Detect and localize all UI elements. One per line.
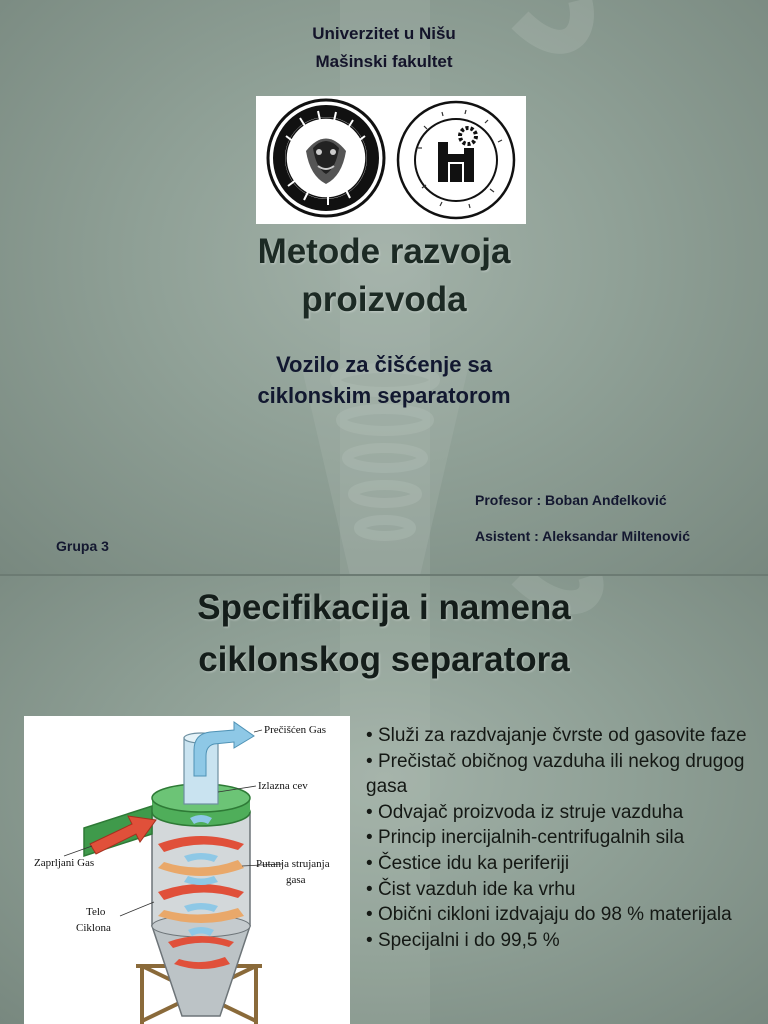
flow-path-label-1: Putanja strujanja [256,858,330,870]
list-item: • Odvajač proizvoda iz struje vazduha [366,800,762,826]
group-label: Grupa 3 [56,538,109,554]
university-seal-icon [268,100,384,216]
subtitle-line-2: ciklonskim separatorom [257,383,511,408]
slide-title-line-2: ciklonskog separatora [198,640,570,679]
list-item: • Služi za razdvajanje čvrste od gasovite faze [366,723,762,749]
subtitle-line-1: Vozilo za čišćenje sa [275,352,493,377]
list-item: • Princip inercijalnih-centrifugalnih sila [366,825,762,851]
list-item: • Čist vazduh ide ka vrhu [366,877,762,903]
clean-gas-arrow-icon [194,722,254,776]
presentation-title-line-2: proizvoda [301,280,467,319]
clean-gas-label: Prečišćen Gas [264,724,327,736]
logos-panel [256,96,526,224]
flow-path-label-2: gasa [286,874,306,886]
cyclone-diagram [24,716,350,1024]
slide-title-line-1: Specifikacija i namena [197,588,571,627]
faculty-seal-icon [398,102,514,218]
list-item: • Obični cikloni izdvajaju do 98 % materijala [366,902,762,928]
cyclone-body-label-2: Ciklona [76,922,111,934]
faculty-name: Mašinski fakultet [315,52,453,71]
specification-list [366,723,762,953]
list-item: • Čestice idu ka periferiji [366,851,762,877]
university-name: Univerzitet u Nišu [312,24,456,43]
dirty-gas-label: Zaprljani Gas [34,857,95,869]
presentation-title-line-1: Metode razvoja [257,232,511,271]
list-item: • Specijalni i do 99,5 % [366,928,762,954]
outlet-pipe-label: Izlazna cev [258,780,308,792]
professor-name: Profesor : Boban Anđelković [475,492,667,508]
assistant-name: Asistent : Aleksandar Miltenović [475,528,690,544]
cyclone-body-label-1: Telo [86,906,106,918]
specification-slide [0,576,768,1024]
list-item: • Prečistač običnog vazduha ili nekog drugog gasa [366,749,762,800]
